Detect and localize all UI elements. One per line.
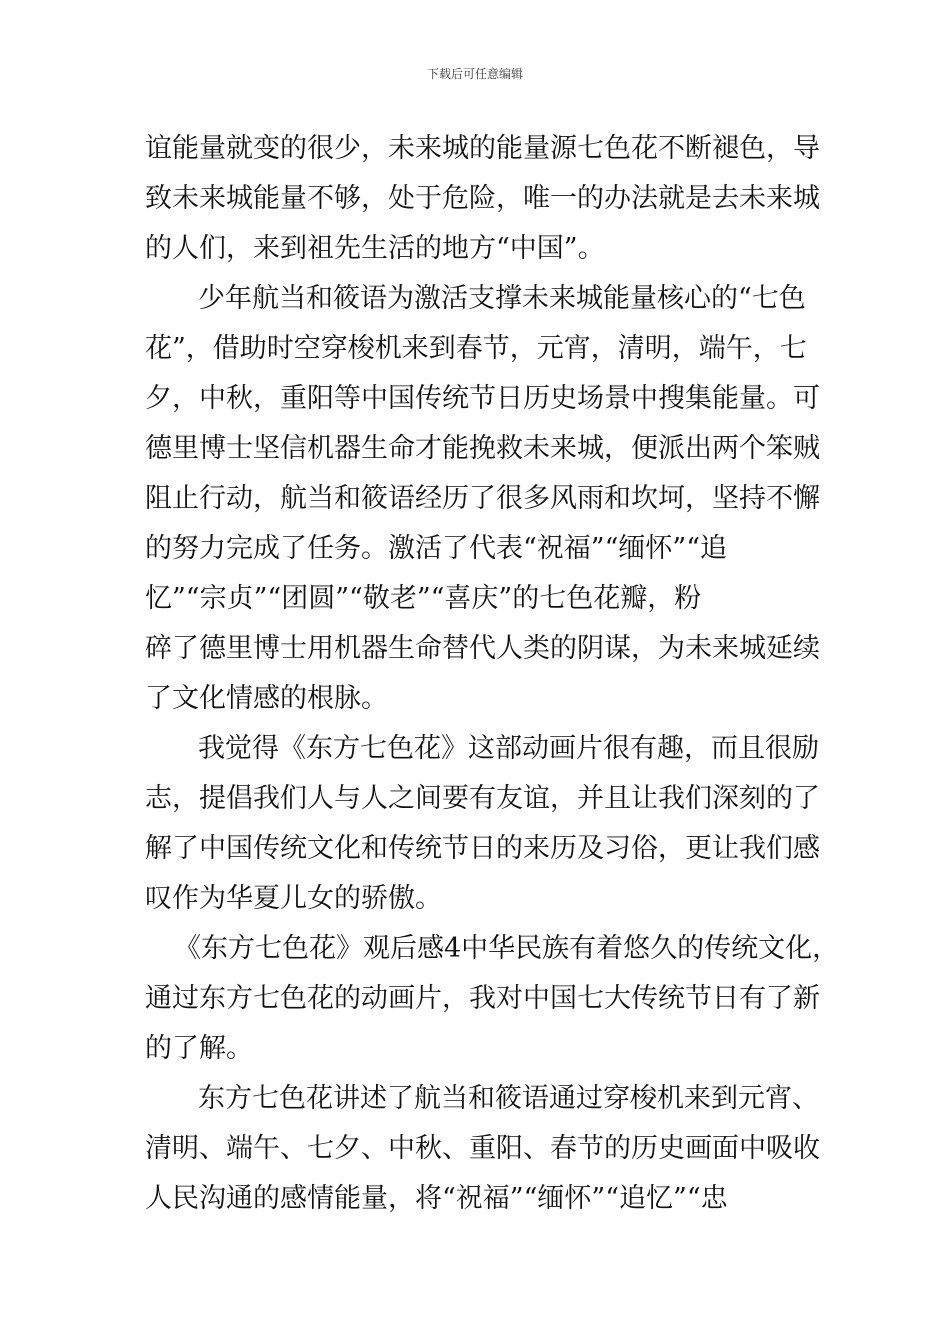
- body-line: 东方七色花讲述了航当和筱语通过穿梭机来到元宵、: [198, 1083, 819, 1114]
- body-line: 的努力完成了任务。激活了代表“祝福”“缅怀”“追: [145, 533, 728, 564]
- body-line: 人民沟通的感情能量，将“祝福”“缅怀”“追忆”“忠: [145, 1183, 728, 1214]
- body-line: 《东方七色花》观后感4中华民族有着悠久的传统文化，: [174, 933, 840, 964]
- body-line: 的了解。: [145, 1033, 253, 1064]
- body-line: 的人们，来到祖先生活的地方“中国”。: [145, 233, 605, 264]
- body-line: 夕，中秋，重阳等中国传统节日历史场景中搜集能量。可: [145, 383, 820, 414]
- body-line: 少年航当和筱语为激活支撑未来城能量核心的“七色: [198, 283, 806, 314]
- body-line: 志，提倡我们人与人之间要有友谊，并且让我们深刻的了: [145, 783, 820, 814]
- body-line: 致未来城能量不够，处于危险，唯一的办法就是去未来城: [145, 183, 820, 214]
- body-line: 我觉得《东方七色花》这部动画片很有趣，而且很励: [198, 733, 819, 764]
- body-line: 解了中国传统文化和传统节日的来历及习俗，更让我们感: [145, 833, 820, 864]
- body-line: 碎了德里博士用机器生命替代人类的阴谋，为未来城延续: [145, 633, 820, 664]
- body-line: 花”，借助时空穿梭机来到春节，元宵，清明，端午，七: [145, 333, 807, 364]
- body-line: 叹作为华夏儿女的骄傲。: [145, 883, 442, 914]
- page-header: 下载后可任意编辑: [426, 67, 523, 81]
- body-line: 通过东方七色花的动画片，我对中国七大传统节日有了新: [145, 983, 820, 1014]
- body-line: 德里博士坚信机器生命才能挽救未来城，便派出两个笨贼: [145, 433, 820, 464]
- body-line: 了文化情感的根脉。: [145, 683, 388, 714]
- body-line: 阻止行动，航当和筱语经历了很多风雨和坎坷，坚持不懈: [145, 483, 820, 514]
- body-line: 谊能量就变的很少，未来城的能量源七色花不断褪色，导: [145, 133, 820, 164]
- body-line: 忆”“宗贞”“团圆”“敬老”“喜庆”的七色花瓣，粉: [145, 583, 702, 614]
- body-line: 清明、端午、七夕、中秋、重阳、春节的历史画面中吸收: [145, 1133, 820, 1164]
